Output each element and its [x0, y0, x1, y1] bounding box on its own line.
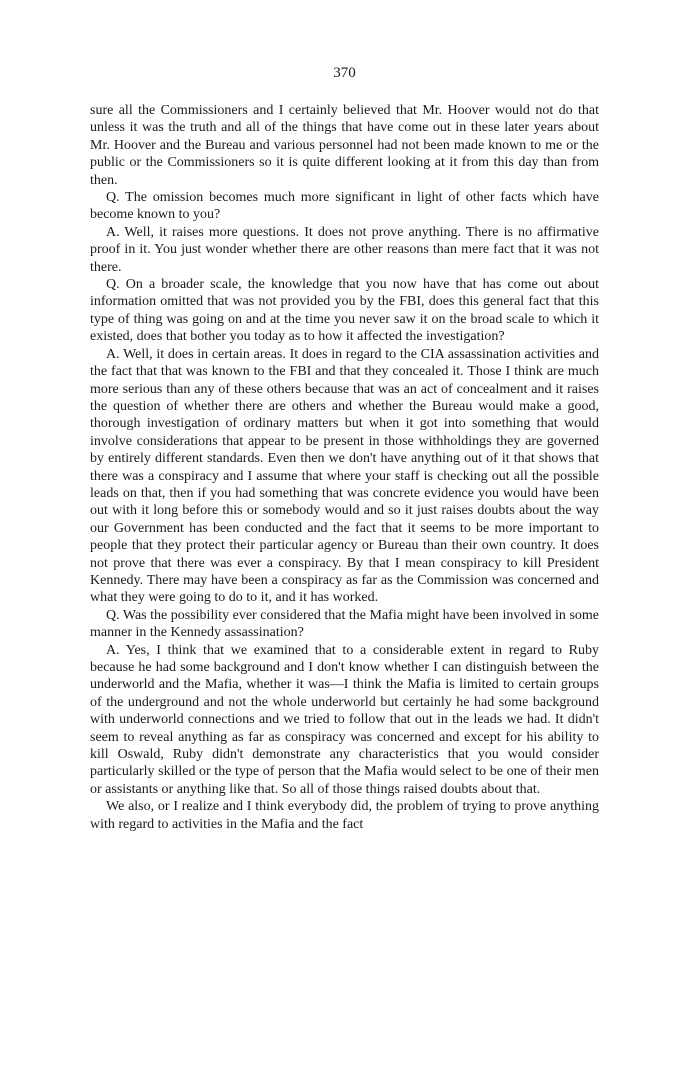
body-text	[90, 102, 599, 833]
paragraph-continuation: sure all the Commissioners and I certainly believed that Mr. Hoover would not do that unless it was the truth and all of the things that have come out in these later years about Mr. Hoover and the Bureau and various personnel had not been made known to me or the public or the Commissioners so it is quite different looking at it from this day than from then.	[90, 103, 599, 188]
paragraph-answer: A. Well, it raises more questions. It does not prove anything. There is no affirmative proof in it. You just wonder whether there are other reasons than mere fact that it was not there.	[90, 224, 599, 275]
paragraph-question: Q. The omission becomes much more significant in light of other facts which have become known to you?	[90, 190, 599, 223]
paragraph-question: Q. On a broader scale, the knowledge that you now have that has come out about information omitted that was not provided you by the FBI, does this general fact that this type of thing was going on and at the time you never saw it on the broad scale to which it existed, does that bother you today as to how it affected the investigation?	[90, 277, 599, 345]
paragraph-answer: A. Well, it does in certain areas. It does in regard to the CIA assassination activities and the fact that that was known to the FBI and that they concealed it. Those I think are much more serious than any of these others because that was an act of concealment and it raises the question of whether there are others and whether the Bureau would make a good, thorough investigation of ordinary matters but when it got into something that would involve considerations that appear to be present in those withholdings they are governed by entirely different standards. Even then we don't have anything out of it that shows that there was a conspiracy and I assume that where your staff is checking out all the possible leads on that, then if you had something that was concrete evidence you would have been out with it long before this or somebody would and so it just raises doubts about the way our Government has been conducted and the fact that it seems to be more important to people that they protect their particular agency or Bureau than their own country. It does not prove that there was ever a conspiracy. By that I mean conspiracy to kill President Kennedy. There may have been a conspiracy as far as the Commission was concerned and what they were going to do to it, and it has worked.	[90, 346, 599, 606]
page-number: 370	[333, 65, 356, 81]
paragraph-answer-continued: We also, or I realize and I think everybody did, the problem of trying to prove anything with regard to activities in the Mafia and the fact	[90, 799, 599, 832]
paragraph-question: Q. Was the possibility ever considered that the Mafia might have been involved in some manner in the Kennedy assassination?	[90, 607, 599, 641]
paragraph-answer: A. Yes, I think that we examined that to a considerable extent in regard to Ruby because he had some background and I don't know whether I can distinguish between the underworld and the Mafia, whether it was—I think the Mafia is limited to certain groups of the underground and not the whole underworld but certainly he had some background with underworld connections and we tried to follow that out in the leads we had. It didn't seem to reveal anything as far as conspiracy was concerned and except for his ability to kill Oswald, Ruby didn't demonstrate any characteristics that you would consider particularly skilled or the type of person that the Mafia would select to be one of their men or assistants or anything like that. So all of those things raised doubts about that.	[90, 642, 599, 797]
